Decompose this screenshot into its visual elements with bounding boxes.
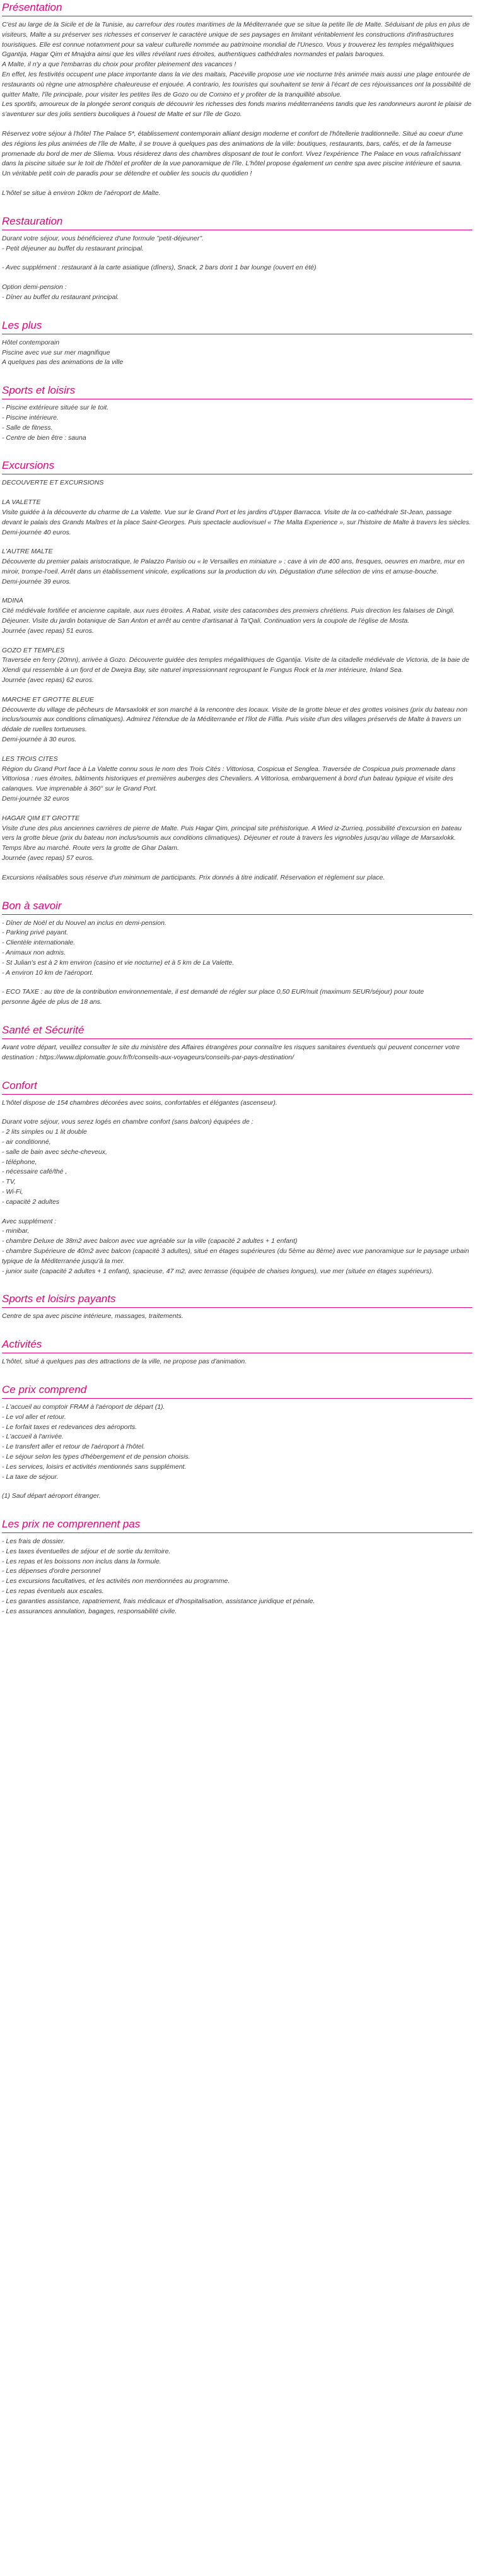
excursion-text: Visite d'une des plus anciennes carrières de pierre de Malte. Puis Hagar Qim, principal site préhistorique. A Wied iz-Zurrieq, possibilité d'excursion en bateau vers la grotte bleue (prix du bateau non inclus/soumis aux conditions climatiques). Déjeuner et route à travers les vignobles jusqu'au village de Marsaxlokk. Temps libre au marché. Route vers la grotte de Ghar Dalam. [2, 824, 462, 852]
excursion-item [2, 814, 472, 864]
section-les-plus [2, 318, 472, 383]
hotel-location: L'hôtel se situe à environ 10km de l'aéroport de Malte. [2, 189, 161, 197]
paragraph: Avant votre départ, veuillez consulter le site du ministère des Affaires étrangères pour connaître les risques sanitaires éventuels qui peuvent concerner votre destination : https://www.diplomatie.gouv.fr/fr/conseils-aux-voyageurs/conseils-par-pays-destination/ [2, 1043, 460, 1061]
paragraph: Les sportifs, amoureux de la plongée seront conquis de découvrir les richesses des fonds marins méditerranéens tandis que les randonneurs auront le plaisir de s'aventurer sur des jolis sentiers bucoliques à l'ouest de Malte et sur l'île de Gozo. [2, 100, 472, 119]
text-line: - Parking privé payant. [2, 929, 69, 937]
excursion-item [2, 755, 472, 804]
paragraph: C'est au large de la Sicile et de la Tunisie, au carrefour des routes maritimes de la Méditerranée que se situe la petite île de Malte. Séduisant de plus en plus de visiteurs, Malte a su préserver ses richesses et conserver le caractère unique de ses paysages en limitant véritablement les constructions d'infrastructures touristiques. Elle est connue notamment pour sa valeur culturelle nommée au patrimoine mondial de l'Unesco. Vous y trouverez les temples mégalithiques Ggantija, Hagar Qim et Mnajdra ainsi que les villes révélant rues étroites, authentiques cathédrales normandes et palais baroques. [2, 21, 470, 59]
text-line: - junior suite (capacité 2 adultes + 1 enfant), spacieuse, 47 m2, avec terrasse (équipée de chaises longues), vue mer (située en étages supérieurs). [2, 1267, 434, 1275]
section-confort [2, 1078, 472, 1292]
excursion-text: Visite guidée à la découverte du charme de La Valette. Vue sur le Grand Port et les jardins d'Upper Barracca. Visite de la co-cathédrale St-Jean, passage devant le palais des Grands Maîtres et la place Saint-Georges. Puis spectacle audiovisuel « The Malta Experience », sur l'histoire de Malte à travers les siècles. [2, 508, 471, 526]
eco-taxe: - ECO TAXE : au titre de la contribution environnementale, il est demandé de régler sur place 0,50 EUR/nuit (maximum 5EUR/séjour) pour toute [2, 988, 424, 996]
excursions-note: Excursions réalisables sous réserve d'un minimum de participants. Prix donnés à titre indicatif. Réservation et règlement sur place. [2, 873, 385, 881]
text-line: - Les assurances annulation, bagages, responsabilité civile. [2, 1607, 177, 1615]
text-line: Piscine avec vue sur mer magnifique [2, 348, 110, 356]
excursion-item [2, 695, 472, 745]
text-line: - Le transfert aller et retour de l'aéroport à l'hôtel. [2, 1443, 145, 1451]
excursion-name: HAGAR QIM ET GROTTE [2, 814, 80, 822]
text-line: Option demi-pension : [2, 283, 67, 291]
text-line: Durant votre séjour, vous serez logés en chambre confort (sans balcon) équipées de : [2, 1118, 254, 1126]
text-line: - Avec supplément : restaurant à la carte asiatique (dîners), Snack, 2 bars dont 1 bar lounge (ouvert en été) [2, 264, 317, 272]
text-line: A quelques pas des animations de la ville [2, 358, 124, 367]
text-line: - salle de bain avec sèche-cheveux, [2, 1148, 107, 1156]
paragraph: A Malte, il n'y a que l'embarras du choix pour profiter pleinement des vacances ! [2, 61, 236, 69]
section-title-confort: Confort [2, 1078, 472, 1095]
text-line: - chambre Deluxe de 38m2 avec balcon avec vue agréable sur la ville (capacité 2 adultes + 1 enfant) [2, 1237, 298, 1245]
excursion-duration: Demi-journée 32 euros [2, 795, 69, 803]
paragraph: L'hôtel dispose de 154 chambres décorées avec soins, confortables et élégantes (ascenseur). [2, 1098, 277, 1107]
section-excursions [2, 458, 472, 898]
text-line: - Animaux non admis. [2, 949, 66, 956]
text-line: - L'accueil à l'arrivée. [2, 1433, 64, 1441]
text-line: - Clientèle internationale. [2, 939, 76, 947]
excursion-item [2, 646, 472, 686]
text-line: - nécessaire café/thé , [2, 1168, 67, 1176]
section-title-excursions: Excursions [2, 458, 472, 474]
section-restauration [2, 214, 472, 318]
text-line: Hôtel contemporain [2, 338, 60, 346]
excursion-duration: Journée (avec repas) 62 euros. [2, 676, 94, 685]
excursion-text: Cité médiévale fortifiée et ancienne capitale, aux rues étroites. A Rabat, visite des catacombes des premiers chrétiens. Puis direction les falaises de Dingli. Déjeuner. Visite du jardin botanique de San Anton et arrêt au centre d'artisanat à Ta'Qali. Continuation vers la coupole de l'église de Mosta. [2, 607, 455, 625]
text-line: Durant votre séjour, vous bénéficierez d'une formule "petit-déjeuner". [2, 234, 204, 242]
text-line: - Piscine extérieure située sur le toit. [2, 404, 109, 412]
excursion-name: MARCHE ET GROTTE BLEUE [2, 695, 94, 703]
text-line: - Les taxes éventuelles de séjour et de sortie du territoire. [2, 1547, 171, 1555]
excursion-name: MDINA [2, 597, 23, 605]
section-title-restauration: Restauration [2, 214, 472, 230]
section-sante-securite [2, 1023, 472, 1078]
section-bon-a-savoir [2, 898, 472, 1023]
excursion-text: Découverte du premier palais aristocratique, le Palazzo Parisio ou « le Versailles en miniature » : cave à vin de 400 ans, fresques, oeuvres en marbre, mur en miroir, trompe-l'oeil. Arrêt dans un établissement vinicole, explications sur la production du vin. Dégustation d'une sélection de vins et amuse-bouche. [2, 558, 465, 575]
section-activites [2, 1337, 472, 1382]
text-line: - air conditionné, [2, 1138, 51, 1146]
section-title-activites: Activités [2, 1337, 472, 1353]
excursion-item [2, 547, 472, 587]
excursion-duration: Journée (avec repas) 51 euros. [2, 626, 94, 635]
text-line: - A environ 10 km de l'aéroport. [2, 968, 94, 977]
text-line: - Petit déjeuner au buffet du restaurant principal. [2, 244, 144, 252]
text-line: - capacité 2 adultes [2, 1197, 60, 1206]
text-line: - St Julian's est à 2 km environ (casino et vie nocturne) et à 5 km de La Valette. [2, 958, 235, 967]
section-prix-comprend [2, 1382, 472, 1517]
section-title-prix-comprend: Ce prix comprend [2, 1382, 472, 1399]
text-line: - téléphone, [2, 1158, 37, 1166]
section-sports-payants [2, 1291, 472, 1337]
excursion-name: L'AUTRE MALTE [2, 548, 53, 556]
paragraph: En effet, les festivités occupent une place importante dans la vie des maltais, Paceville propose une vie nocturne très animée mais aussi une plage entourée de restaurants où règne une atmosphère chaleureuse et enjouée. A contrario, les touristes qui souhaitent se tenir à l'écart de ces réjouissances ont la possibilité de quitter Malte, l'île principale, pour visiter les petites îles de Gozo ou de Comino et y profiter de la tranquillité absolue. [2, 70, 471, 98]
text-line: - Les excursions facultatives, et les activités non mentionnées au programme. [2, 1577, 230, 1585]
excursions-intro: DECOUVERTE ET EXCURSIONS [2, 479, 104, 487]
excursion-item [2, 498, 472, 538]
excursion-text: Région du Grand Port face à La Valette connu sous le nom des Trois Cités : Vittoriosa, Cospicua et Senglea. Traversée de Cospicua puis promenade dans Vittoriosa : rues étroites, bâtiments historiques et premières auberges des Chevaliers. A Vittoriosa, embarquement à bord d'un bateau typique et visite des calanques. Vue imprenable à 360° sur le Grand Port. [2, 765, 456, 793]
text-line: - Wi-Fi, [2, 1187, 23, 1196]
section-title-sports-payants: Sports et loisirs payants [2, 1291, 472, 1308]
section-presentation [2, 0, 472, 214]
eco-taxe: personne âgée de plus de 18 ans. [2, 998, 102, 1006]
text-line: - 2 lits simples ou 1 lit double [2, 1128, 87, 1136]
text-line: - Le séjour selon les types d'hébergement et de pension choisis. [2, 1452, 190, 1461]
text-line: - Dîner au buffet du restaurant principal. [2, 293, 119, 301]
text-line: - Les services, loisirs et activités mentionnés sans supplément. [2, 1462, 187, 1471]
excursion-text: Découverte du village de pêcheurs de Marsaxlokk et son marché à la rencontre des locaux. Visite de la grotte bleue et des grottes voisines (prix du bateau non inclus/soumis aux conditions climatiques). Admirez l'étendue de la Méditerranée et l'îlot de Filfla. Puis visite d'un des villages préservés de Malte à travers un dédale de ruelles tortueuses. [2, 705, 468, 734]
excursion-duration: Demi-journée 39 euros. [2, 577, 71, 585]
section-title-prix-ne-comprend: Les prix ne comprennent pas [2, 1517, 472, 1533]
paragraph: Centre de spa avec piscine intérieure, massages, traitements. [2, 1312, 184, 1320]
section-sports-loisirs [2, 383, 472, 458]
paragraph: L'hôtel, situé à quelques pas des attractions de la ville, ne propose pas d'animation. [2, 1358, 247, 1366]
excursion-text: Traversée en ferry (20mn), arrivée à Gozo. Découverte guidée des temples mégalithiques de Ggantija. Visite de la citadelle médiévale de Victoria, de la baie de Xlendi qui ressemble à un fjord et de Dwejra Bay, site naturel impressionnant regroupant le Fungus Rock et la mer intérieure, Inland Sea. [2, 656, 470, 674]
text-line: Avec supplément : [2, 1217, 57, 1225]
text-line: - Dîner de Noël et du Nouvel an inclus en demi-pension. [2, 919, 166, 927]
text-line: - Les frais de dossier. [2, 1538, 65, 1546]
excursion-duration: Demi-journée à 30 euros. [2, 736, 77, 744]
text-line: - Piscine intérieure. [2, 413, 59, 421]
text-line: - Le forfait taxes et redevances des aéroports. [2, 1423, 137, 1431]
text-line: - La taxe de séjour. [2, 1473, 59, 1481]
excursion-name: GOZO ET TEMPLES [2, 646, 65, 654]
text-line: - Le vol aller et retour. [2, 1413, 66, 1421]
footnote: (1) Sauf départ aéroport étranger. [2, 1492, 101, 1500]
text-line: - minibar, [2, 1227, 30, 1235]
text-line: - L'accueil au comptoir FRAM à l'aéroport de départ (1). [2, 1403, 165, 1411]
section-prix-ne-comprend [2, 1517, 472, 1616]
text-line: - chambre Supérieure de 40m2 avec balcon (capacité 3 adultes), situé en étages supérieures (du 5ème au 8ème) avec vue panoramique sur le paysage urbain typique de la Méditerranée jusqu'à la mer. [2, 1247, 469, 1265]
excursion-name: LES TROIS CITES [2, 755, 58, 763]
text-line: - Les repas éventuels aux escales. [2, 1587, 104, 1596]
text-line: - Les garanties assistance, rapatriement, frais médicaux et d'hospitalisation, assistance juridique et pénale. [2, 1597, 315, 1605]
text-line: - TV, [2, 1178, 16, 1186]
section-title-sante-securite: Santé et Sécurité [2, 1023, 472, 1039]
excursion-duration: Demi-journée 40 euros. [2, 528, 71, 536]
section-title-sports-loisirs: Sports et loisirs [2, 383, 472, 399]
section-title-les-plus: Les plus [2, 318, 472, 334]
excursion-name: LA VALETTE [2, 498, 41, 507]
text-line: - Centre de bien être : sauna [2, 433, 86, 442]
excursion-item [2, 596, 472, 636]
section-title-bon-a-savoir: Bon à savoir [2, 898, 472, 915]
section-title-presentation: Présentation [2, 0, 472, 16]
text-line: - Les dépenses d'ordre personnel [2, 1567, 101, 1575]
text-line: - Les repas et les boissons non inclus dans la formule. [2, 1557, 161, 1565]
text-line: - Salle de fitness. [2, 423, 53, 432]
excursion-duration: Journée (avec repas) 57 euros. [2, 854, 94, 862]
hotel-description: Réservez votre séjour à l'hôtel The Palace 5*, établissement contemporain alliant design moderne et confort de l'hôtellerie traditionnelle. Situé au coeur d'une des régions les plus animées de l'île de Malte, il se trouve à quelques pas des animations de la ville: boutiques, restaurants, bars, cafés, et de la fameuse promenade du bord de mer de Sliema. Vous résiderez dans des chambres disposant de tout le confort. Vivez l'expérience The Palace en vous rafraîchissant dans la piscine située sur le toit de l'hôtel et profiter de la vue panoramique de l'île. L'hôtel propose également un centre spa avec piscine intérieure et sauna. Un véritable petit coin de paradis pour se détendre et oublier les soucis du quotidien ! [2, 129, 463, 178]
